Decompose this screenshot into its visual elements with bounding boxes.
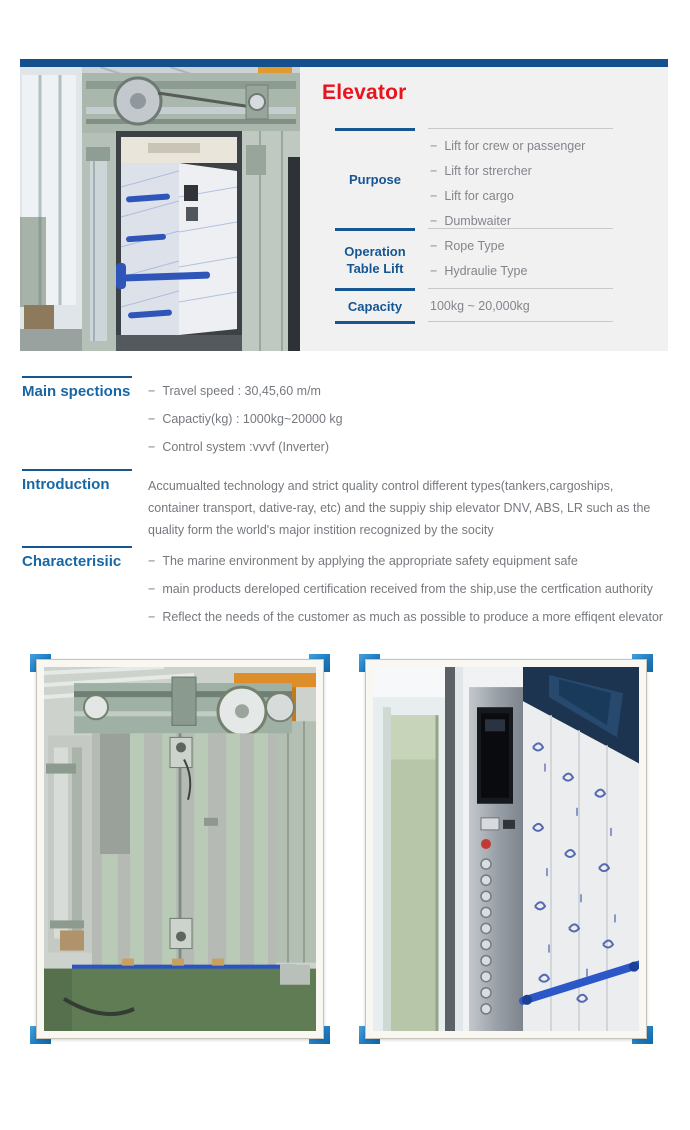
dash-bullet: − — [430, 189, 438, 203]
list-item-text: Lift for strercher — [444, 164, 532, 178]
table-row — [335, 288, 613, 321]
list-item-text: Capactiy(kg) : 1000kg~20000 kg — [162, 412, 343, 426]
list-item-text: Reflect the needs of the customer as much as possible to produce a more effiqent elevator — [162, 610, 664, 624]
dash-bullet: − — [430, 264, 438, 278]
dash-bullet: − — [430, 164, 438, 178]
list-item — [430, 184, 613, 209]
list-item — [430, 234, 613, 259]
list-item — [430, 259, 613, 284]
elevator-door-assembly-photo — [30, 654, 330, 1044]
page-title: Elevator — [322, 81, 407, 104]
row-values — [428, 288, 613, 321]
dash-bullet: − — [148, 582, 156, 596]
list-item — [148, 378, 663, 404]
row-label: Purpose — [335, 128, 415, 228]
list-item-text: Rope Type — [444, 239, 505, 253]
list-item-text: Dumbwaiter — [444, 214, 511, 228]
door-assembly-illustration — [44, 667, 316, 1031]
paragraph: Accumualted technology and strict quality control different types(tankers,cargoships, container transport, dative-ray, etc) and the suppiy ship elevator DNV, ABS, LR such as the quality form the world's major instition recognized by the socity — [148, 479, 651, 537]
row-values — [428, 128, 613, 228]
product-summary-panel — [300, 67, 668, 351]
spec-table — [335, 128, 613, 321]
section-heading: Characterisiic — [22, 546, 132, 570]
photo-mat — [365, 659, 647, 1039]
list-item-text: Travel speed : 30,45,60 m/m — [162, 384, 321, 398]
row-label: Capacity — [335, 288, 415, 321]
list-item-text: Lift for crew or passenger — [444, 139, 586, 153]
dash-bullet: − — [430, 239, 438, 253]
row-label: Operation Table Lift — [335, 228, 415, 288]
section-body — [148, 376, 663, 462]
list-item — [430, 134, 613, 159]
table-row — [335, 128, 613, 228]
list-item-text: Hydraulie Type — [444, 264, 528, 278]
section-heading: Introduction — [22, 469, 132, 493]
table-row — [335, 228, 613, 288]
label-rule — [335, 321, 415, 324]
list-item-text: The marine environment by applying the appropriate safety equipment safe — [162, 554, 578, 568]
list-item — [148, 548, 663, 574]
list-item-text: Control system :vvvf (Inverter) — [162, 440, 330, 454]
section-heading: Main spections — [22, 376, 132, 400]
dash-bullet: − — [148, 384, 156, 398]
section-main-specs — [22, 376, 668, 462]
section-body — [148, 469, 663, 541]
photo-mat — [36, 659, 324, 1039]
elevator-car-interior-photo — [359, 654, 653, 1044]
dash-bullet: − — [430, 214, 438, 228]
list-item — [148, 406, 663, 432]
list-item — [148, 604, 663, 630]
section-introduction — [22, 469, 668, 541]
list-item — [148, 434, 663, 460]
list-item-text: 100kg ~ 20,000kg — [430, 299, 530, 313]
row-values — [428, 228, 613, 288]
dash-bullet: − — [430, 139, 438, 153]
top-divider-bar — [20, 59, 668, 67]
section-body — [148, 546, 663, 632]
dash-bullet: − — [148, 412, 156, 426]
list-item-text: main products dereloped certification received from the ship,use the certfication authority — [162, 582, 653, 596]
value-rule — [428, 321, 613, 327]
car-interior-illustration — [373, 667, 639, 1031]
section-characteristic — [22, 546, 668, 632]
list-item — [430, 159, 613, 184]
dash-bullet: − — [148, 440, 156, 454]
dash-bullet: − — [148, 554, 156, 568]
list-item — [148, 576, 663, 602]
elevator-car-exterior-photo — [20, 67, 300, 351]
elevator-photo-illustration — [20, 67, 300, 351]
list-item-text: Lift for cargo — [444, 189, 514, 203]
dash-bullet: − — [148, 610, 156, 624]
